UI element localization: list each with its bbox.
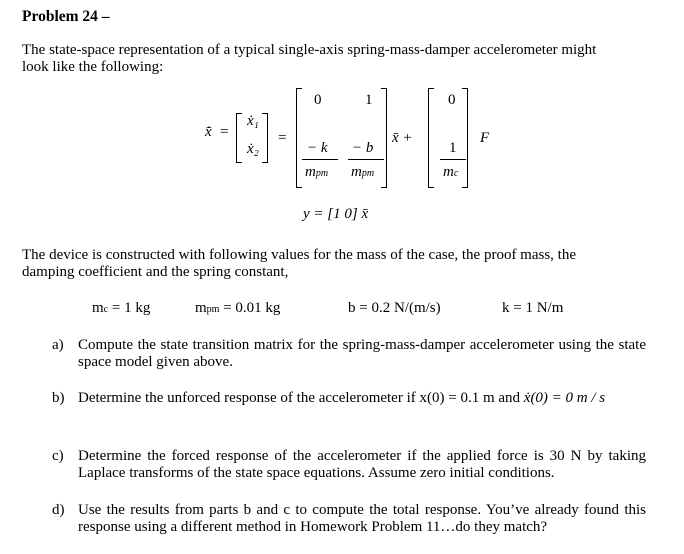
equals-sign-1: = [220,124,229,140]
a21-numerator: − k [307,140,328,156]
spring-constant-value: k = 1 N/m [502,300,564,316]
device-line-2: damping coefficient and the spring constant, [22,264,289,280]
output-equation: y = [1 0] x̄ [303,206,369,222]
question-d-label: d) [52,502,65,518]
a22-numerator: − b [352,140,374,156]
x2-dot: ẋ₂ [247,141,259,157]
proof-mass-value: mpm = 0.01 kg [195,300,281,316]
b2-denominator: mc [443,164,459,180]
question-a-text: Compute the state transition matrix for the spring-mass-damper accelerometer using the state space model given above. [78,337,646,370]
intro-line-2: look like the following: [22,59,164,75]
case-mass-value: mc = 1 kg [92,300,151,316]
question-a-label: a) [52,337,64,353]
vector-left-bracket [236,113,242,163]
question-c-label: c) [52,448,64,464]
problem-title: Problem 24 – [22,8,110,25]
question-c [52,448,646,482]
question-b [52,390,646,407]
matrix-b-left-bracket [428,88,434,188]
device-line-1: The device is constructed with following values for the mass of the case, the proof mass, the [22,247,577,263]
matrix-a-left-bracket [296,88,302,188]
vector-right-bracket [262,113,268,163]
question-d [52,502,646,536]
state-vector-plus: x̄ + [392,130,413,146]
question-b-text: Determine the unforced response of the accelerometer if x(0) = 0.1 m and ẋ(0) = 0 m / s [78,390,606,406]
damping-value: b = 0.2 N/(m/s) [348,300,441,316]
question-a [52,337,646,371]
b2-numerator: 1 [449,140,457,156]
a11-entry: 0 [314,92,322,108]
a21-denominator: mpm [305,164,329,180]
question-b-label: b) [52,390,65,406]
question-c-text: Determine the forced response of the accelerometer if the applied force is 30 N by taking Laplace transforms of the state space equations. Assume zero initial conditions. [78,448,646,481]
intro-line-1: The state-space representation of a typical single-axis spring-mass-damper accelerometer might [22,42,597,58]
x1-dot: ẋ₁ [247,113,259,129]
b1-entry: 0 [448,92,456,108]
state-derivative-symbol: x̄̇ [205,124,212,140]
equals-sign-2: = [278,130,287,146]
question-d-text: Use the results from parts b and c to compute the total response. You’ve already found this response using a different method in Homework Problem 11…do they match? [78,502,646,535]
force-symbol: F [480,130,490,146]
a22-denominator: mpm [351,164,375,180]
a12-entry: 1 [365,92,373,108]
a22-fraction-bar [348,159,384,160]
device-paragraph [22,247,652,281]
matrix-b-right-bracket [462,88,468,188]
intro-paragraph [22,42,652,76]
matrix-a-right-bracket [381,88,387,188]
a21-fraction-bar [302,159,338,160]
